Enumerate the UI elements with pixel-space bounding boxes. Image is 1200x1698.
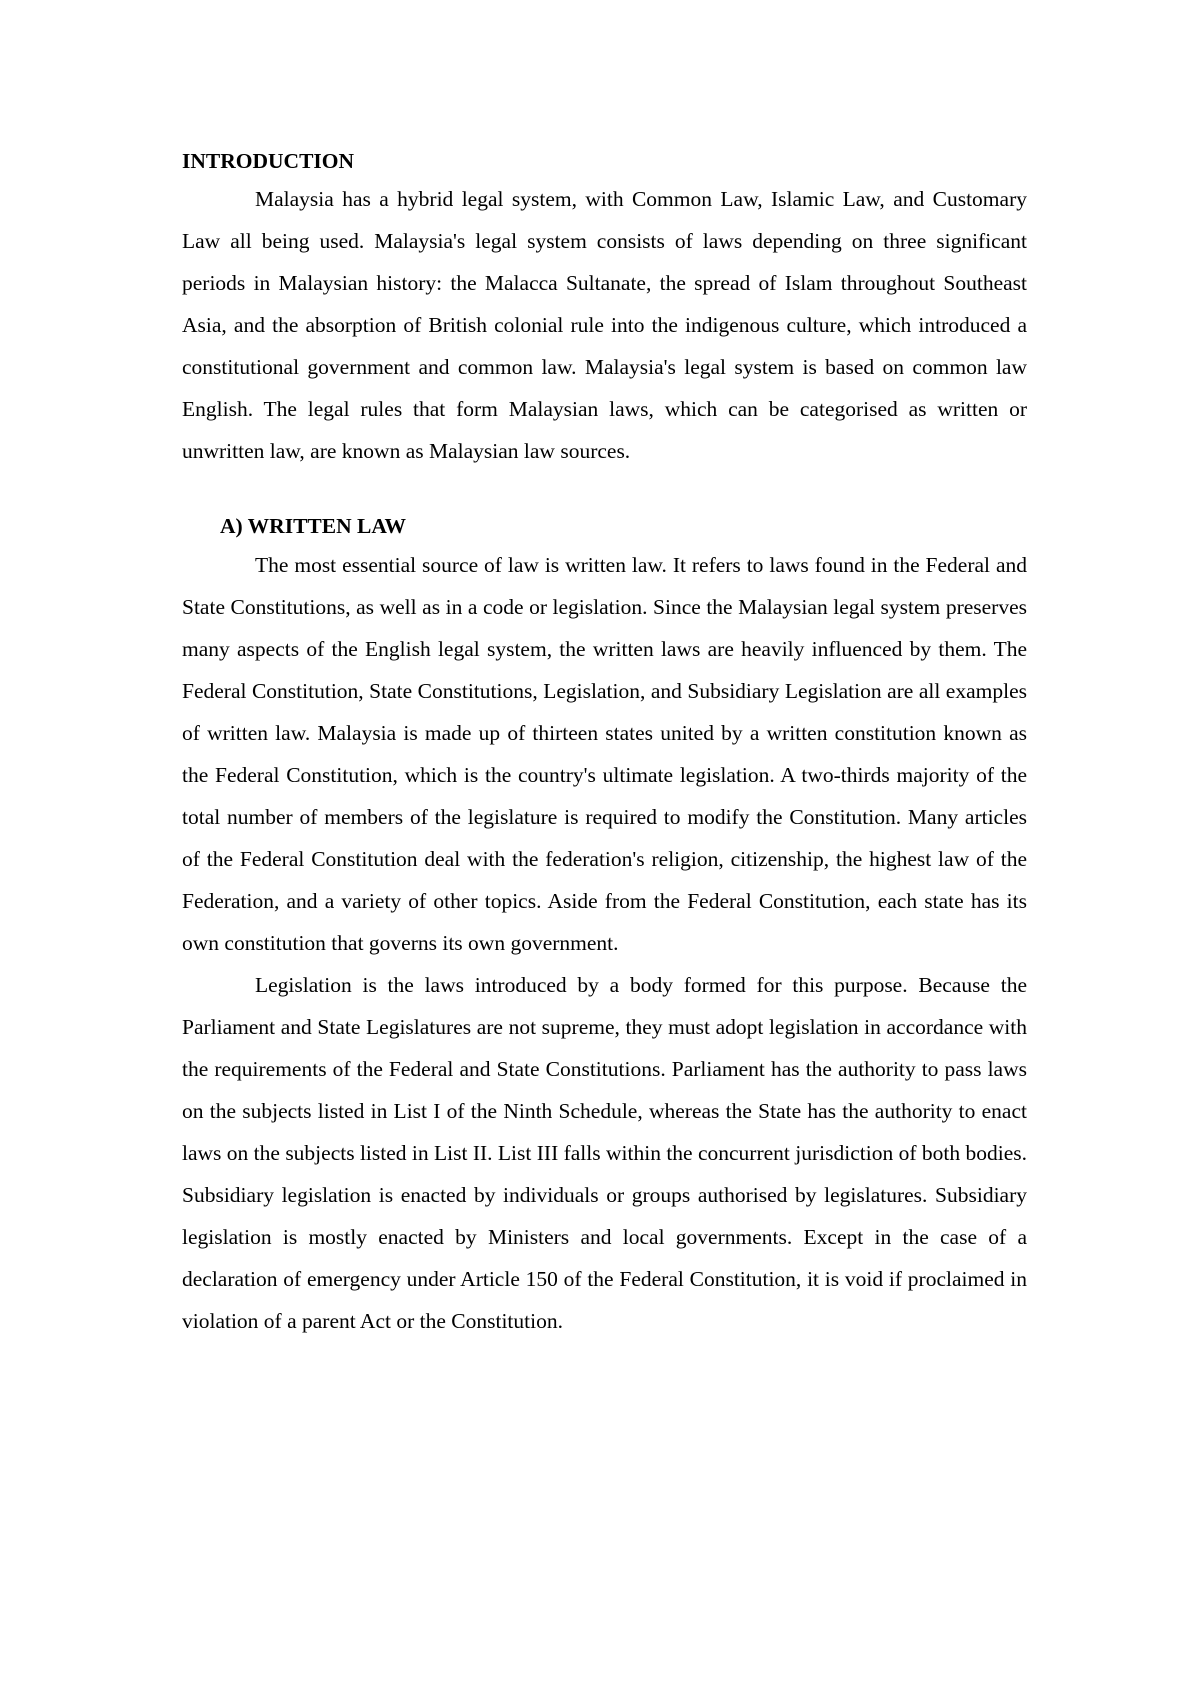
- written-law-paragraph-1: The most essential source of law is written law. It refers to laws found in the Federal and State Constitutions, as well as in a code or legislation. Since the Malaysian legal system preserves many aspects of the English legal system, the written laws are heavily influenced by them. The Federal Constitution, State Constitutions, Legislation, and Subsidiary Legislation are all examples of written law. Malaysia is made up of thirteen states united by a written constitution known as the Federal Constitution, which is the country's ultimate legislation. A two-thirds majority of the total number of members of the legislature is required to modify the Constitution. Many articles of the Federal Constitution deal with the federation's religion, citizenship, the highest law of the Federation, and a variety of other topics. Aside from the Federal Constitution, each state has its own constitution that governs its own government.: [182, 553, 1027, 955]
- section-spacer: [182, 472, 1027, 508]
- document-body: [182, 144, 1027, 1342]
- introduction-paragraph: Malaysia has a hybrid legal system, with Common Law, Islamic Law, and Customary Law all being used. Malaysia's legal system consists of laws depending on three significant periods in Malaysian history: the Malacca Sultanate, the spread of Islam throughout Southeast Asia, and the absorption of British colonial rule into the indigenous culture, which introduced a constitutional government and common law. Malaysia's legal system is based on common law English. The legal rules that form Malaysian laws, which can be categorised as written or unwritten law, are known as Malaysian law sources.: [182, 187, 1027, 463]
- written-law-paragraph-2: Legislation is the laws introduced by a body formed for this purpose. Because the Parliament and State Legislatures are not supreme, they must adopt legislation in accordance with the requirements of the Federal and State Constitutions. Parliament has the authority to pass laws on the subjects listed in List I of the Ninth Schedule, whereas the State has the authority to enact laws on the subjects listed in List II. List III falls within the concurrent jurisdiction of both bodies. Subsidiary legislation is enacted by individuals or groups authorised by legislatures. Subsidiary legislation is mostly enacted by Ministers and local governments. Except in the case of a declaration of emergency under Article 150 of the Federal Constitution, it is void if proclaimed in violation of a parent Act or the Constitution.: [182, 973, 1027, 1333]
- introduction-heading: INTRODUCTION: [182, 149, 355, 173]
- written-law-heading: A) WRITTEN LAW: [220, 514, 406, 538]
